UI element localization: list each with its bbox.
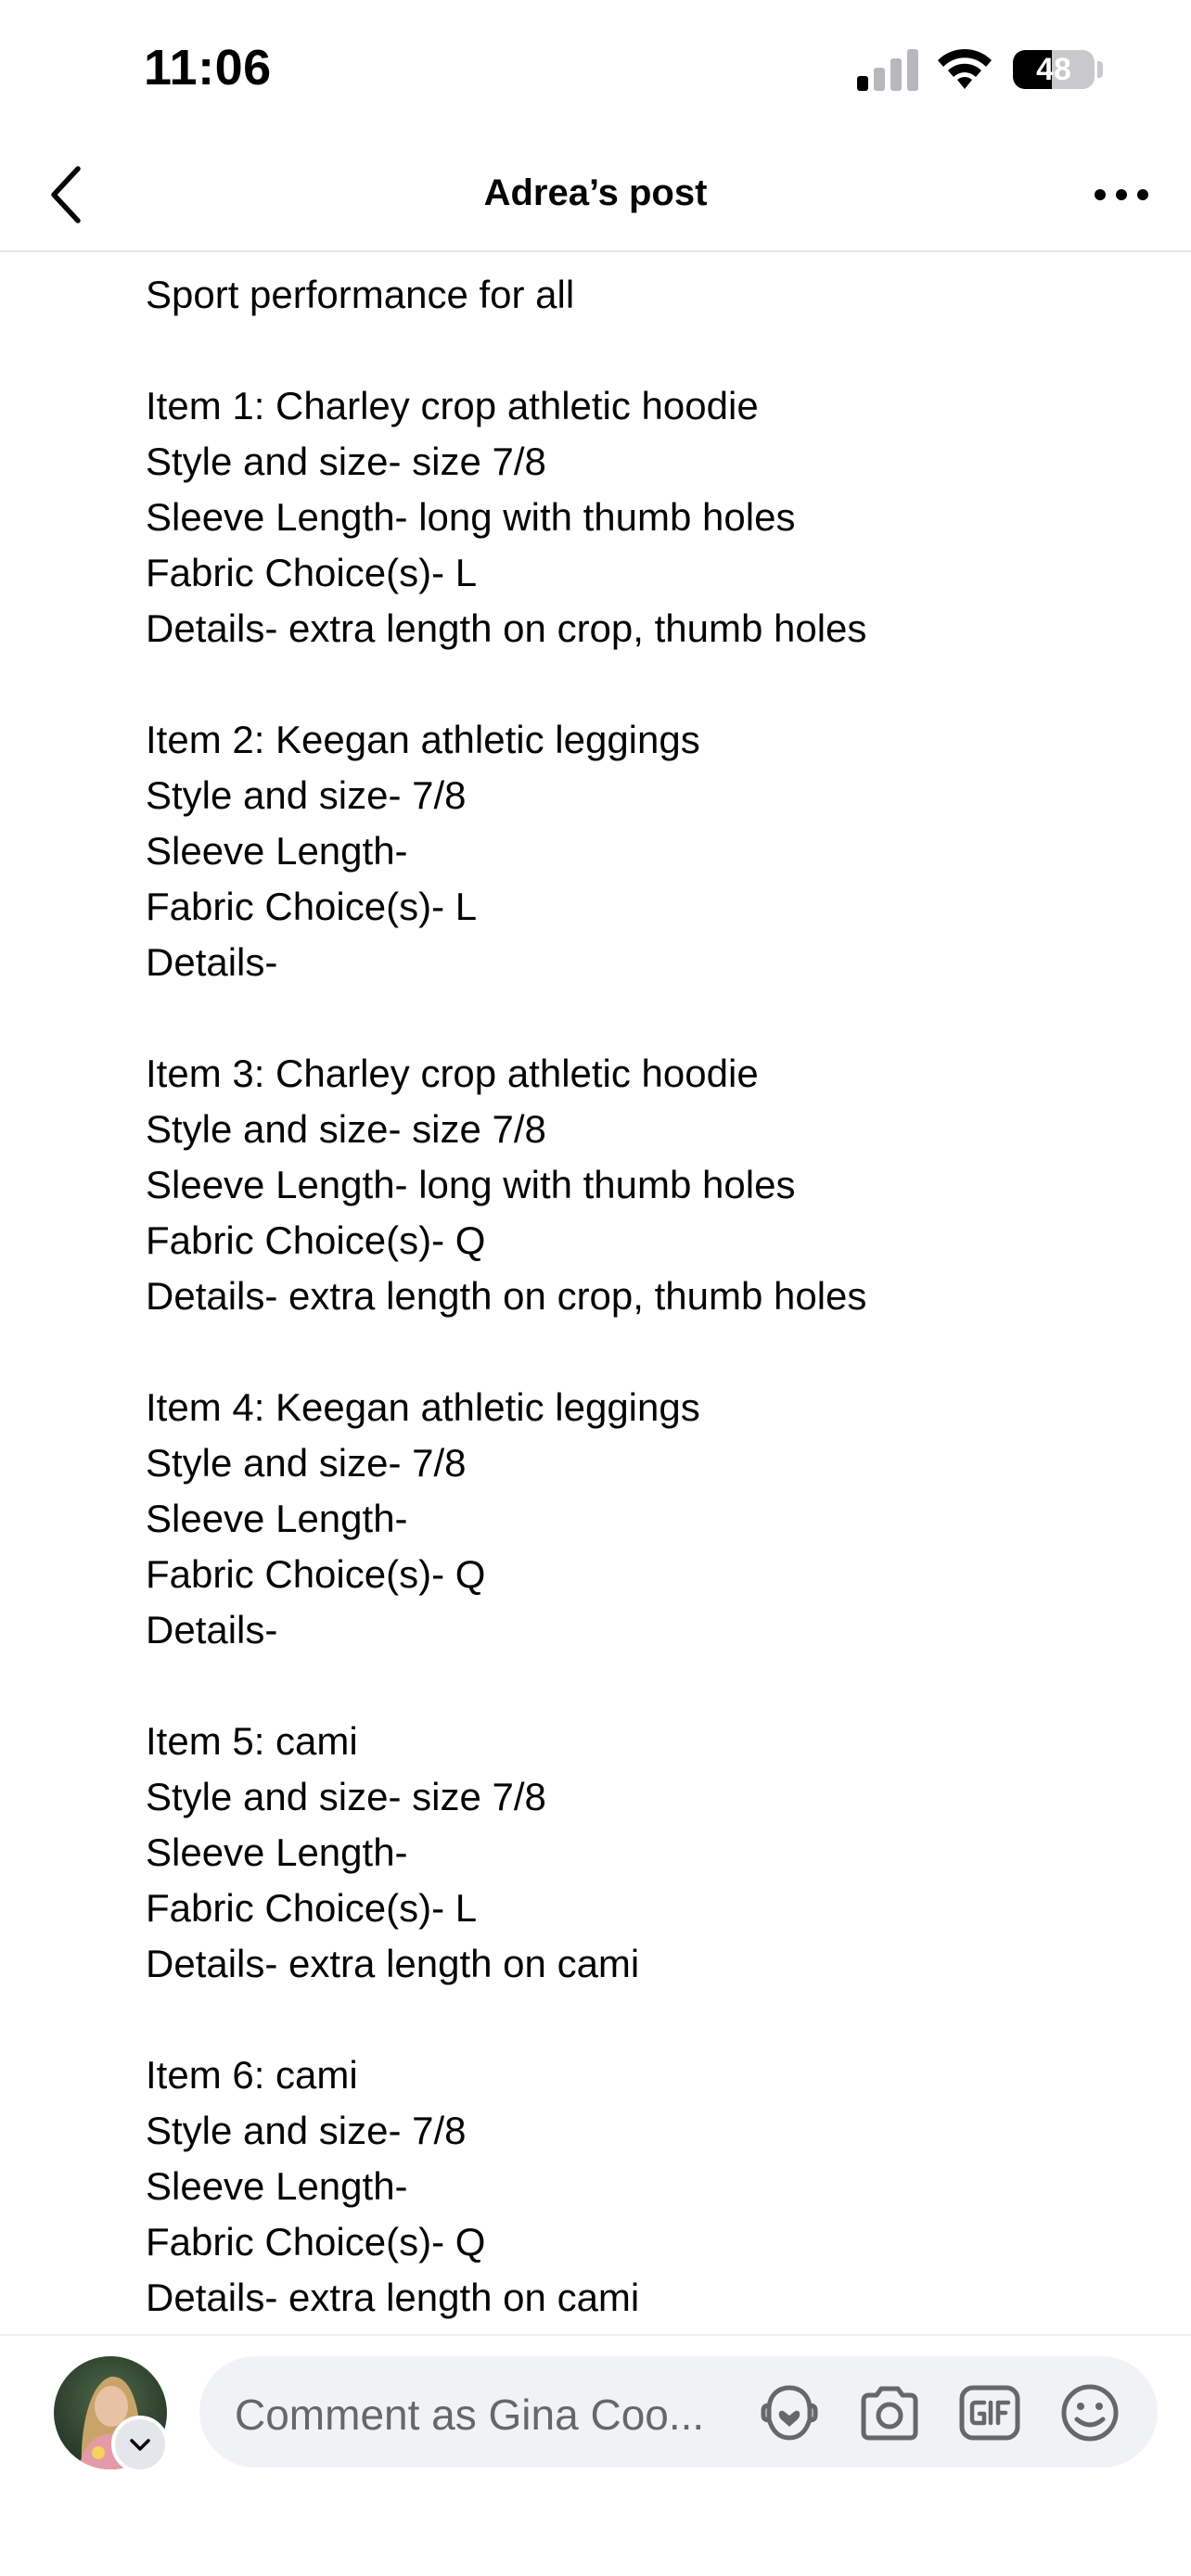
post-line: Sport performance for all — [146, 273, 575, 316]
post-line: Sleeve Length- — [146, 829, 408, 873]
battery-cap — [1097, 61, 1103, 78]
post-line: Style and size- size 7/8 — [146, 1107, 546, 1151]
post-line: Fabric Choice(s)- L — [146, 1886, 478, 1930]
post-body — [0, 252, 1191, 2334]
post-line: Item 6: cami — [146, 2053, 358, 2097]
post-blank-line — [146, 1324, 1147, 1380]
post-line: Style and size- 7/8 — [146, 1441, 467, 1485]
more-horizontal-icon — [1089, 169, 1154, 221]
cellular-signal-icon — [855, 48, 920, 91]
chevron-down-icon — [125, 2429, 155, 2459]
camera-icon[interactable] — [856, 2382, 923, 2443]
post-line: Fabric Choice(s)- Q — [146, 1218, 486, 1262]
post-blank-line — [146, 1992, 1147, 2047]
account-switch-button[interactable] — [111, 2416, 169, 2473]
battery-body — [1013, 50, 1095, 89]
post-line: Details- — [146, 940, 278, 984]
post-line: Item 3: Charley crop athletic hoodie — [146, 1052, 759, 1095]
post-line: Details- extra length on cami — [146, 2276, 640, 2319]
avatar-sticker-icon[interactable] — [756, 2382, 823, 2443]
post-line: Style and size- size 7/8 — [146, 1775, 546, 1818]
post-blank-line — [146, 657, 1147, 712]
post-line: Fabric Choice(s)- L — [146, 551, 478, 594]
battery-level: 48 — [1036, 51, 1071, 87]
comment-input[interactable] — [199, 2356, 1158, 2468]
post-line: Sleeve Length- long with thumb holes — [146, 1163, 796, 1206]
gif-icon[interactable] — [956, 2382, 1023, 2443]
post-line: Item 2: Keegan athletic leggings — [146, 718, 700, 761]
post-line: Item 4: Keegan athletic leggings — [146, 1385, 700, 1429]
nav-header — [0, 139, 1191, 252]
more-options-button[interactable] — [1089, 169, 1154, 221]
post-line: Details- extra length on crop, thumb holes — [146, 606, 867, 650]
post-line: Style and size- 7/8 — [146, 773, 467, 817]
post-line: Fabric Choice(s)- Q — [146, 1552, 486, 1596]
post-line: Sleeve Length- — [146, 1497, 408, 1540]
emoji-icon[interactable] — [1057, 2382, 1123, 2443]
post-text — [146, 267, 1147, 2326]
comment-placeholder: Comment as Gina Coo... — [235, 2391, 705, 2439]
status-time: 11:06 — [144, 40, 272, 96]
page-title: Adrea’s post — [483, 172, 708, 213]
post-line: Details- — [146, 1608, 278, 1651]
post-line: Sleeve Length- long with thumb holes — [146, 495, 796, 539]
wifi-icon — [935, 46, 994, 91]
post-blank-line — [146, 323, 1147, 378]
post-line: Item 5: cami — [146, 1719, 358, 1763]
battery-icon — [1013, 46, 1106, 93]
post-line: Sleeve Length- — [146, 2164, 408, 2208]
post-line: Style and size- 7/8 — [146, 2109, 467, 2152]
post-line: Fabric Choice(s)- Q — [146, 2220, 486, 2264]
post-line: Sleeve Length- — [146, 1830, 408, 1874]
post-line: Details- extra length on crop, thumb holes — [146, 1274, 867, 1318]
post-line: Item 1: Charley crop athletic hoodie — [146, 384, 759, 427]
post-line: Details- extra length on cami — [146, 1942, 640, 1985]
comment-bar — [0, 2334, 1191, 2576]
post-blank-line — [146, 990, 1147, 1046]
post-blank-line — [146, 1658, 1147, 1714]
post-line: Fabric Choice(s)- L — [146, 885, 478, 928]
status-bar — [0, 0, 1191, 139]
post-line: Style and size- size 7/8 — [146, 440, 546, 483]
